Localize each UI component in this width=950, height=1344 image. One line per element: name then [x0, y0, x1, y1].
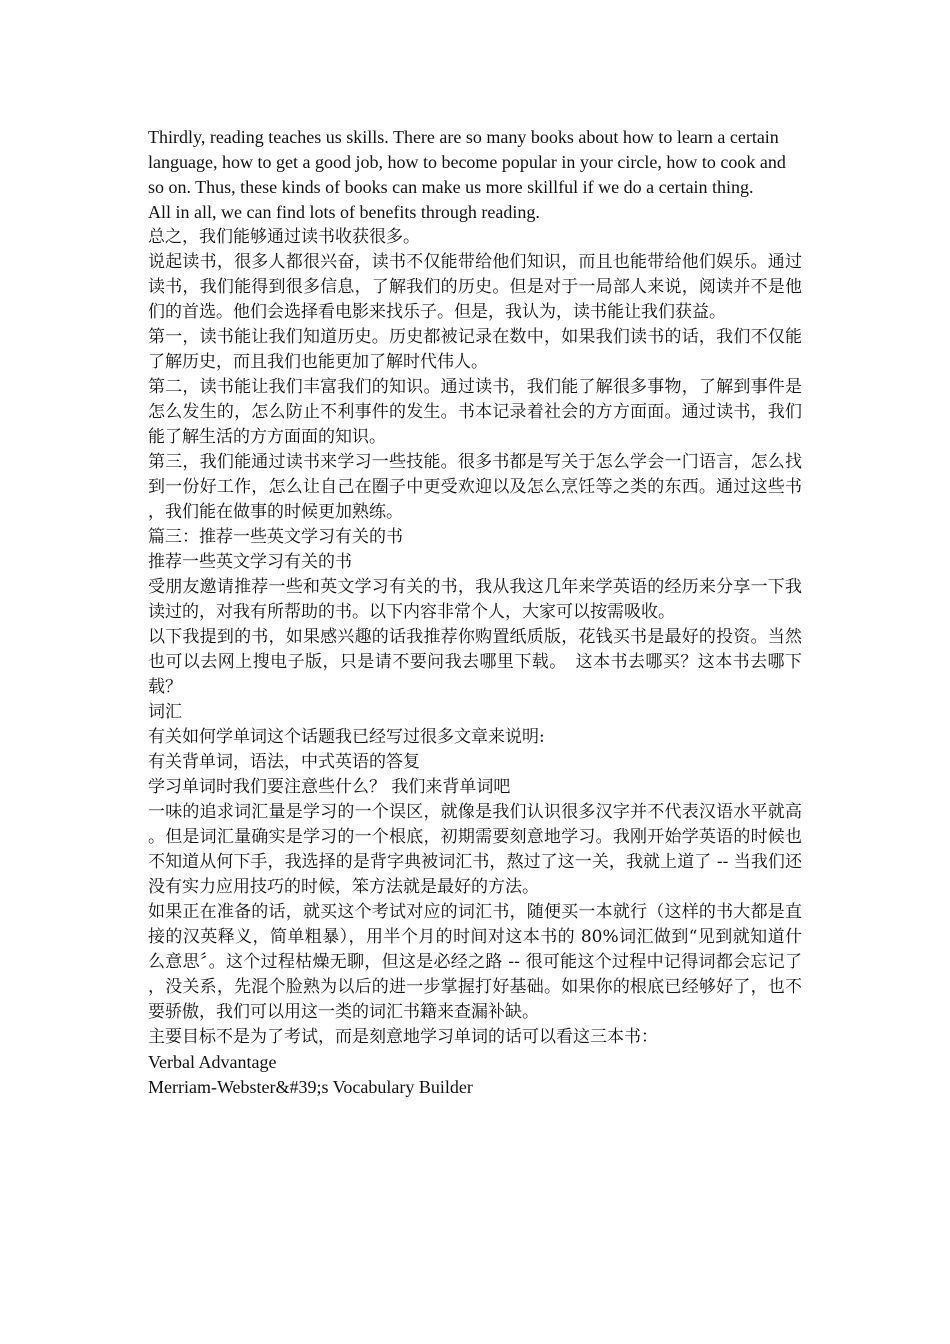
paragraph-intro-cn: 说起读书，很多人都很兴奋，读书不仅能带给他们知识，而且也能带给他们娱乐。通过读书，我们能得到很多信息，了解我们的历史。但是对于一局部人来说，阅读并不是他们的首选。他们会选择看电影来找乐子。但是，我认为，读书能让我们获益。 [148, 252, 802, 322]
paragraph-related-answers: 有关背单词，语法，中式英语的答复 [148, 752, 420, 772]
document-body [148, 125, 802, 1100]
paragraph-first-cn: 第一，读书能让我们知道历史。历史都被记录在数中，如果我们读书的话，我们不仅能了解历史，而且我们也能更加了解时代伟人。 [148, 327, 802, 372]
paragraph-related-questions: 学习单词时我们要注意些什么？ 我们来背单词吧 [148, 777, 511, 797]
paragraph-invitation: 受朋友邀请推荐一些和英文学习有关的书，我从我这几年来学英语的经历来分享一下我读过的，对我有所帮助的书。以下内容非常个人，大家可以按需吸收。 [148, 577, 802, 622]
subheading-vocabulary: 词汇 [148, 702, 182, 722]
paragraph-exam-prep: 如果正在准备的话，就买这个考试对应的词汇书，随便买一本就行（这样的书大都是直接的汉英释义，简单粗暴），用半个月的时间对这本书的 80%词汇做到“见到就知道什么意思〞。这个过程枯燥无聊，但这是必经之路 -- 很可能这个过程中记得词都会忘记了，没关系，先混个脸熟为以后的进一步掌握打好基础。如果你的根底已经够好了，也不要骄傲，我们可以用这一类的词汇书籍来查漏补缺。 [148, 902, 802, 1022]
section-title: 推荐一些英文学习有关的书 [148, 552, 352, 572]
paragraph-summary-cn: 总之，我们能够通过读书收获很多。 [148, 227, 420, 247]
book-title-merriam-webster: Merriam-Webster&#39;s Vocabulary Builder [148, 1077, 473, 1097]
paragraph-all-in-all: All in all, we can find lots of benefits through reading. [148, 202, 540, 222]
book-title-verbal-advantage: Verbal Advantage [148, 1052, 277, 1072]
paragraph-third-cn: 第三，我们能通过读书来学习一些技能。很多书都是写关于怎么学会一门语言，怎么找到一份好工作，怎么让自己在圈子中更受欢迎以及怎么烹饪等之类的东西。通过这些书，我们能在做事的时候更加熟练。 [148, 452, 802, 522]
section-heading: 篇三：推荐一些英文学习有关的书 [148, 527, 403, 547]
paragraph-thirdly: Thirdly, reading teaches us skills. There are so many books about how to learn a certain language, how to get a good job, how to become popular in your circle, how to cook and so on. Thus, these kinds of books can make us more skillful if we do a certain thing. [148, 127, 786, 197]
paragraph-articles-note: 有关如何学单词这个话题我已经写过很多文章来说明: [148, 727, 545, 747]
paragraph-three-books: 主要目标不是为了考试，而是刻意地学习单词的话可以看这三本书： [148, 1027, 658, 1047]
paragraph-purchase-advice: 以下我提到的书，如果感兴趣的话我推荐你购置纸质版，花钱买书是最好的投资。当然也可以去网上搜电子版，只是请不要问我去哪里下载。 这本书去哪买？这本书去哪下载？ [148, 627, 802, 697]
paragraph-vocab-misconception: 一味的追求词汇量是学习的一个误区，就像是我们认识很多汉字并不代表汉语水平就高。但是词汇量确实是学习的一个根底，初期需要刻意地学习。我刚开始学英语的时候也不知道从何下手，我选择的是背字典被词汇书，熬过了这一关，我就上道了 -- 当我们还没有实力应用技巧的时候，笨方法就是最好的方法。 [148, 802, 802, 897]
paragraph-second-cn: 第二，读书能让我们丰富我们的知识。通过读书，我们能了解很多事物，了解到事件是怎么发生的，怎么防止不利事件的发生。书本记录着社会的方方面面。通过读书，我们能了解生活的方方面面的知识。 [148, 377, 802, 447]
